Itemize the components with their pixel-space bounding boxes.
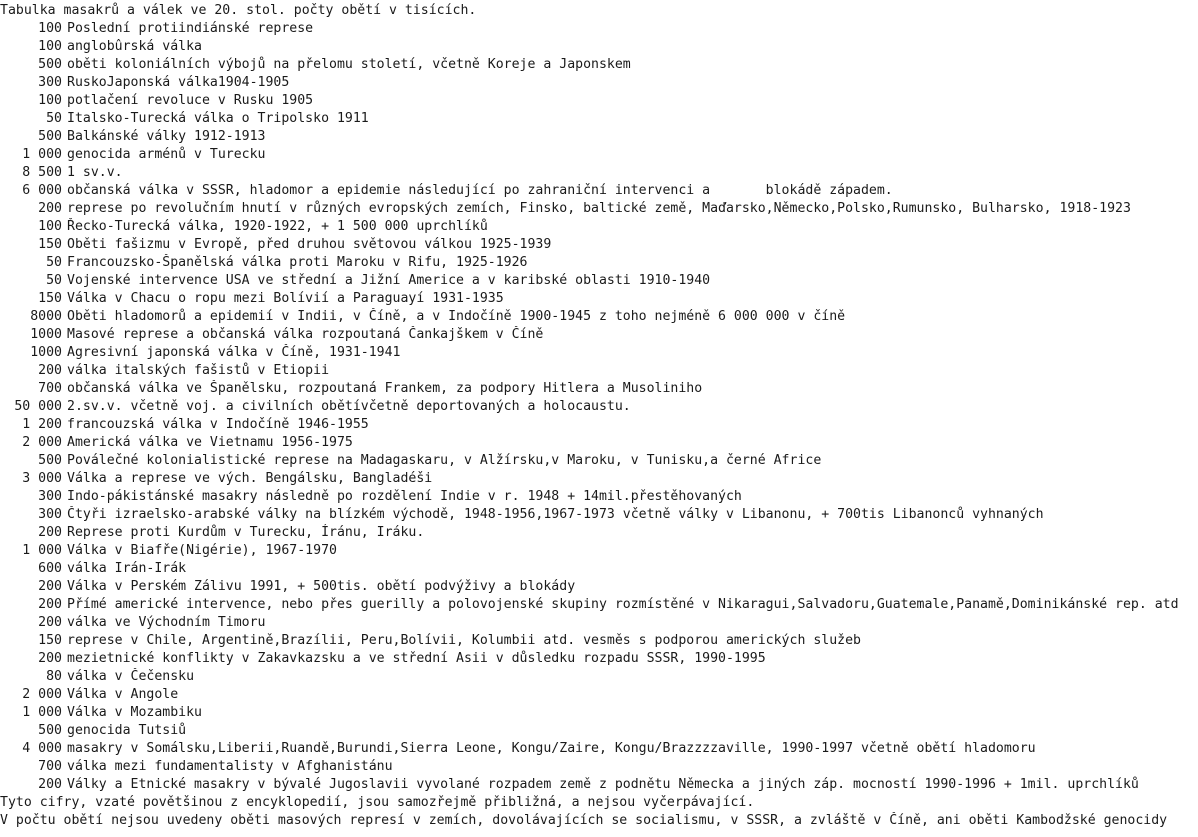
casualty-count: 300 [38,507,62,522]
conflict-description: Oběti hladomorů a epidemií v Indii, v Číně, a v Indočíně 1900-1945 z toho nejméně 6 000 000 v číně [67,309,846,324]
table-row [0,434,1198,452]
casualty-table [0,20,1198,794]
table-row [0,398,1198,416]
table-row [0,650,1198,668]
conflict-description: Represe proti Kurdům v Turecku, Íránu, Iráku. [67,525,425,540]
conflict-description: masakry v Somálsku,Liberii,Ruandě,Burundi,Sierra Leone, Kongu/Zaire, Kongu/Brazzzzaville, 1990-1997 včetně obětí hladomoru [67,741,1036,756]
conflict-description: Válka a represe ve vých. Bengálsku, Bangladéši [67,471,433,486]
casualty-count: 6 000 [22,183,62,198]
table-row [0,254,1198,272]
conflict-description: mezietnické konflikty v Zakavkazsku a ve střední Asii v důsledku rozpadu SSSR, 1990-1995 [67,651,766,666]
table-row [0,488,1198,506]
conflict-description: Vojenské intervence USA ve střední a Jižní Americe a v karibské oblasti 1910-1940 [67,273,711,288]
table-row [0,542,1198,560]
table-row [0,668,1198,686]
conflict-description: potlačení revoluce v Rusku 1905 [67,93,314,108]
casualty-count: 500 [38,453,62,468]
casualty-count: 200 [38,597,62,612]
table-row [0,74,1198,92]
conflict-description: represe po revolučním hnutí v různých evropských zemích, Finsko, baltické země, Maďarsko,Německo,Polsko,Rumunsko, Bulharsko, 1918-1923 [67,201,1131,216]
casualty-count: 150 [38,633,62,648]
conflict-description: Indo-pákistánské masakry následně po rozdělení Indie v r. 1948 + 14mil.přestěhovaných [67,489,742,504]
table-row [0,56,1198,74]
conflict-description: Přímé americké intervence, nebo přes guerilly a polovojenské skupiny rozmístěné v Nikaragui,Salvadoru,Guatemale,Panamě,Dominikánské rep. atd [67,597,1179,612]
conflict-description: válka Irán-Irák [67,561,187,576]
casualty-count: 300 [38,75,62,90]
table-row [0,740,1198,758]
conflict-description: válka italských fašistů v Etiopii [67,363,330,378]
table-row [0,344,1198,362]
table-row [0,272,1198,290]
conflict-description: občanská válka v SSSR, hladomor a epidemie následující po zahraniční intervenci a blokádě západem. [67,183,893,198]
table-row [0,704,1198,722]
table-row [0,776,1198,794]
footer-note: Tyto cifry, vzaté povětšinou z encyklopedií, jsou samozřejmě přibližná, a nejsou vyčerpávající. [0,795,755,810]
table-row [0,524,1198,542]
conflict-description: Italsko-Turecká válka o Tripolsko 1911 [67,111,369,126]
table-row [0,128,1198,146]
table-row [0,200,1198,218]
table-row [0,20,1198,38]
casualty-count: 4 000 [22,741,62,756]
conflict-description: Agresivní japonská válka v Číně, 1931-1941 [67,345,401,360]
conflict-description: Čtyři izraelsko-arabské války na blízkém východě, 1948-1956,1967-1973 včetně války v Libanonu, + 700tis Libanonců vyhnaných [67,507,1044,522]
conflict-description: genocida Tutsiů [67,723,187,738]
table-row [0,596,1198,614]
table-row [0,308,1198,326]
footer-note: V počtu obětí nejsou uvedeny oběti masových represí v zemích, dovolávajících se socialismu, v SSSR, a zvláště v Číně, ani oběti Kambodžské genocidy [0,813,1168,828]
casualty-count: 100 [38,219,62,234]
casualty-count: 50 [46,273,62,288]
table-row [0,380,1198,398]
conflict-description: Masové represe a občanská válka rozpoutaná Čankajškem v Číně [67,327,544,342]
casualty-count: 500 [38,57,62,72]
conflict-description: Válka v Biafře(Nigérie), 1967-1970 [67,543,337,558]
casualty-count: 200 [38,525,62,540]
casualty-count: 200 [38,615,62,630]
casualty-count: 50 000 [14,399,62,414]
conflict-description: Válka v Mozambiku [67,705,202,720]
casualty-count: 2 000 [22,435,62,450]
table-row [0,416,1198,434]
casualty-count: 80 [46,669,62,684]
conflict-description: genocida arménů v Turecku [67,147,266,162]
conflict-description: válka ve Východním Timoru [67,615,266,630]
table-row [0,236,1198,254]
table-row [0,578,1198,596]
conflict-description: francouzská válka v Indočíně 1946-1955 [67,417,369,432]
casualty-count: 50 [46,111,62,126]
conflict-description: represe v Chile, Argentině,Brazílii, Peru,Bolívii, Kolumbii atd. vesměs s podporou amerických služeb [67,633,861,648]
conflict-description: válka v Čečensku [67,669,195,684]
casualty-count: 8 500 [22,165,62,180]
table-row [0,560,1198,578]
conflict-description: Válka v Chacu o ropu mezi Bolívií a Paraguayí 1931-1935 [67,291,504,306]
table-row [0,290,1198,308]
table-row [0,758,1198,776]
casualty-count: 50 [46,255,62,270]
table-row [0,110,1198,128]
conflict-description: 1 sv.v. [67,165,123,180]
table-row [0,686,1198,704]
conflict-description: Poslední protiindiánské represe [67,21,314,36]
conflict-description: 2.sv.v. včetně voj. a civilních obětívčetně deportovaných a holocaustu. [67,399,631,414]
conflict-description: oběti koloniálních výbojů na přelomu století, včetně Koreje a Japonskem [67,57,631,72]
casualty-count: 1 200 [22,417,62,432]
casualty-count: 200 [38,201,62,216]
table-row [0,470,1198,488]
casualty-count: 100 [38,93,62,108]
table-row [0,146,1198,164]
casualty-count: 1 000 [22,543,62,558]
casualty-count: 1000 [30,345,62,360]
table-row [0,452,1198,470]
conflict-description: občanská válka ve Španělsku, rozpoutaná Frankem, za podpory Hitlera a Musoliniho [67,381,703,396]
table-title: Tabulka masakrů a válek ve 20. stol. počty obětí v tisících. [0,3,477,18]
casualty-count: 150 [38,291,62,306]
casualty-count: 2 000 [22,687,62,702]
conflict-description: Válka v Angole [67,687,179,702]
table-row [0,218,1198,236]
casualty-count: 500 [38,723,62,738]
casualty-count: 200 [38,651,62,666]
casualty-count: 300 [38,489,62,504]
table-row [0,632,1198,650]
conflict-description: anglobûrská válka [67,39,202,54]
table-row [0,38,1198,56]
conflict-description: RuskoJaponská válka1904-1905 [67,75,290,90]
casualty-count: 8000 [30,309,62,324]
table-row [0,362,1198,380]
casualty-count: 700 [38,381,62,396]
table-row [0,722,1198,740]
table-row [0,506,1198,524]
conflict-description: Řecko-Turecká válka, 1920-1922, + 1 500 000 uprchlíků [67,219,488,234]
casualty-count: 200 [38,579,62,594]
casualty-count: 1 000 [22,147,62,162]
conflict-description: Francouzsko-Španělská válka proti Maroku v Rifu, 1925-1926 [67,255,528,270]
conflict-description: Americká válka ve Vietnamu 1956-1975 [67,435,353,450]
conflict-description: válka mezi fundamentalisty v Afghanistánu [67,759,393,774]
casualty-count: 500 [38,129,62,144]
table-row [0,92,1198,110]
casualty-count: 200 [38,363,62,378]
casualty-count: 1 000 [22,705,62,720]
casualty-count: 700 [38,759,62,774]
conflict-description: Oběti fašizmu v Evropě, před druhou světovou válkou 1925-1939 [67,237,552,252]
table-row [0,182,1198,200]
conflict-description: Války a Etnické masakry v bývalé Jugoslavii vyvolané rozpadem země z podnětu Německa a jiných záp. mocností 1990-1996 + 1mil. uprchlíků [67,777,1139,792]
conflict-description: Poválečné kolonialistické represe na Madagaskaru, v Alžírsku,v Maroku, v Tunisku,a černé Africe [67,453,822,468]
casualty-count: 1000 [30,327,62,342]
casualty-count: 200 [38,777,62,792]
casualty-count: 600 [38,561,62,576]
table-row [0,614,1198,632]
conflict-description: Balkánské války 1912-1913 [67,129,266,144]
conflict-description: Válka v Perském Zálivu 1991, + 500tis. obětí podvýživy a blokády [67,579,576,594]
footer-notes [0,794,1198,830]
table-row [0,164,1198,182]
casualty-count: 100 [38,39,62,54]
casualty-count: 3 000 [22,471,62,486]
table-row [0,326,1198,344]
casualty-count: 100 [38,21,62,36]
casualty-count: 150 [38,237,62,252]
